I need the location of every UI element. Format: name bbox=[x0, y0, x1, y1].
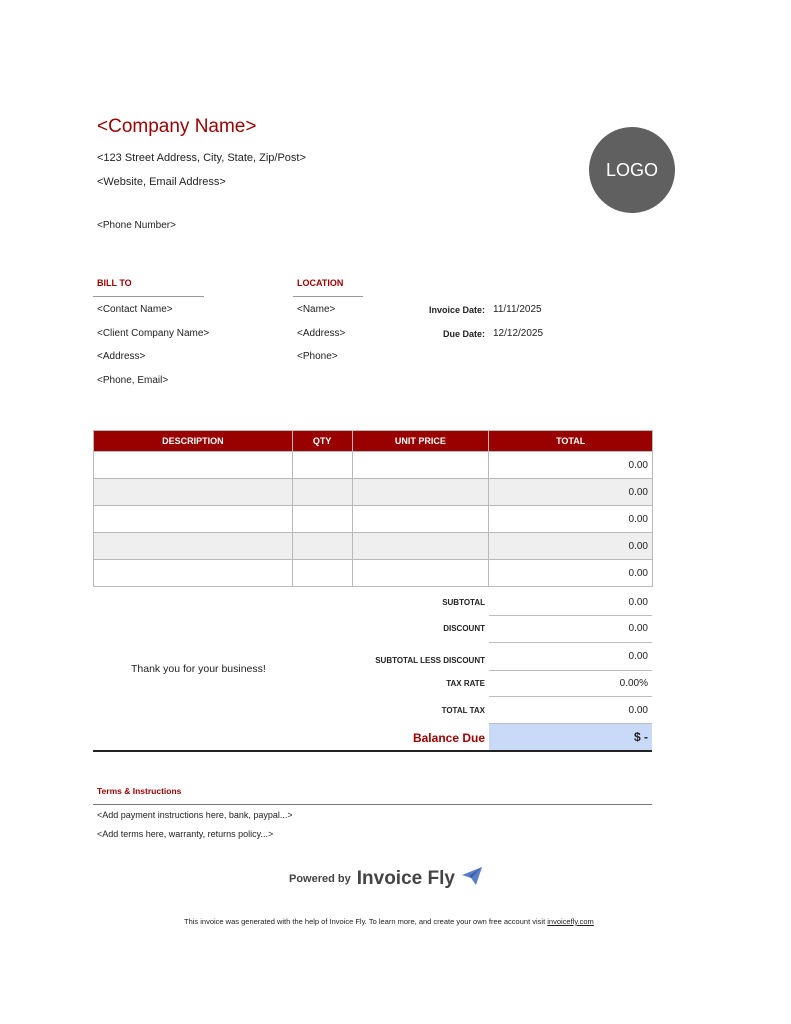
discount-value[interactable]: 0.00 bbox=[628, 623, 648, 634]
cell-unit-price[interactable] bbox=[352, 506, 489, 533]
bill-to-phone-email: <Phone, Email> bbox=[97, 375, 169, 386]
cell-description[interactable] bbox=[94, 533, 293, 560]
bill-to-heading: BILL TO bbox=[97, 278, 132, 288]
powered-by-label: Powered by bbox=[289, 872, 351, 885]
terms-payment-instructions: <Add payment instructions here, bank, paypal...> bbox=[97, 810, 293, 820]
table-row bbox=[94, 533, 653, 560]
location-divider bbox=[293, 296, 363, 297]
company-phone: <Phone Number> bbox=[97, 220, 176, 231]
discount-divider bbox=[489, 642, 652, 643]
cell-total: 0.00 bbox=[489, 560, 653, 587]
header-unit-price: UNIT PRICE bbox=[352, 431, 489, 452]
cell-unit-price[interactable] bbox=[352, 560, 489, 587]
bill-to-address: <Address> bbox=[97, 351, 146, 362]
table-row bbox=[94, 452, 653, 479]
terms-divider bbox=[93, 804, 652, 805]
total-tax-label: TOTAL TAX bbox=[441, 706, 485, 715]
balance-underline bbox=[93, 750, 652, 752]
cell-description[interactable] bbox=[94, 506, 293, 533]
invoice-date-label: Invoice Date: bbox=[428, 305, 485, 315]
due-date-value: 12/12/2025 bbox=[493, 328, 544, 339]
table-row bbox=[94, 506, 653, 533]
company-address: <123 Street Address, City, State, Zip/Post> bbox=[97, 152, 306, 164]
powered-by-banner bbox=[289, 866, 483, 891]
cell-total: 0.00 bbox=[489, 452, 653, 479]
cell-total: 0.00 bbox=[489, 479, 653, 506]
header-description: DESCRIPTION bbox=[94, 431, 293, 452]
balance-due-value: $ - bbox=[489, 724, 652, 750]
footer-note bbox=[184, 917, 594, 926]
cell-description[interactable] bbox=[94, 479, 293, 506]
header-qty: QTY bbox=[292, 431, 352, 452]
company-name: <Company Name> bbox=[97, 116, 257, 137]
paper-plane-icon bbox=[461, 866, 483, 891]
location-name: <Name> bbox=[297, 304, 336, 315]
invoicefly-link[interactable]: invoicefly.com bbox=[547, 917, 594, 926]
cell-qty[interactable] bbox=[292, 452, 352, 479]
location-address: <Address> bbox=[297, 328, 346, 339]
cell-qty[interactable] bbox=[292, 506, 352, 533]
table-header-row bbox=[94, 431, 653, 452]
subtotal-less-discount-value: 0.00 bbox=[628, 651, 648, 662]
subtotal-value: 0.00 bbox=[628, 597, 648, 608]
bill-to-contact: <Contact Name> bbox=[97, 304, 173, 315]
total-tax-value: 0.00 bbox=[628, 705, 648, 716]
cell-unit-price[interactable] bbox=[352, 452, 489, 479]
cell-qty[interactable] bbox=[292, 479, 352, 506]
balance-due-label: Balance Due bbox=[412, 731, 485, 745]
subtotal-label: SUBTOTAL bbox=[442, 598, 485, 607]
cell-total: 0.00 bbox=[489, 506, 653, 533]
subtotal-less-divider bbox=[489, 670, 652, 671]
cell-unit-price[interactable] bbox=[352, 479, 489, 506]
invoice-date-value: 11/11/2025 bbox=[493, 304, 542, 315]
brand-name: Invoice Fly bbox=[356, 867, 455, 889]
company-web-email: <Website, Email Address> bbox=[97, 176, 226, 188]
bill-to-company: <Client Company Name> bbox=[97, 328, 210, 339]
tax-rate-divider bbox=[489, 696, 652, 697]
thank-you-message: Thank you for your business! bbox=[131, 663, 266, 675]
tax-rate-label: TAX RATE bbox=[446, 679, 485, 688]
cell-qty[interactable] bbox=[292, 533, 352, 560]
tax-rate-value[interactable]: 0.00% bbox=[619, 678, 648, 689]
cell-total: 0.00 bbox=[489, 533, 653, 560]
cell-description[interactable] bbox=[94, 452, 293, 479]
logo-placeholder: LOGO bbox=[589, 127, 675, 213]
terms-policy: <Add terms here, warranty, returns policy...> bbox=[97, 829, 274, 839]
cell-qty[interactable] bbox=[292, 560, 352, 587]
discount-label: DISCOUNT bbox=[443, 624, 485, 633]
bill-to-divider bbox=[93, 296, 204, 297]
terms-heading: Terms & Instructions bbox=[97, 786, 182, 796]
line-items-table bbox=[93, 430, 653, 587]
footer-note-text: This invoice was generated with the help of Invoice Fly. To learn more, and create your own free account visit bbox=[184, 917, 548, 926]
due-date-label: Due Date: bbox=[442, 329, 485, 339]
cell-description[interactable] bbox=[94, 560, 293, 587]
header-total: TOTAL bbox=[489, 431, 653, 452]
location-heading: LOCATION bbox=[297, 278, 344, 288]
table-row bbox=[94, 479, 653, 506]
cell-unit-price[interactable] bbox=[352, 533, 489, 560]
table-row bbox=[94, 560, 653, 587]
location-phone: <Phone> bbox=[297, 351, 338, 362]
subtotal-divider bbox=[489, 615, 652, 616]
subtotal-less-discount-label: SUBTOTAL LESS DISCOUNT bbox=[375, 656, 485, 665]
